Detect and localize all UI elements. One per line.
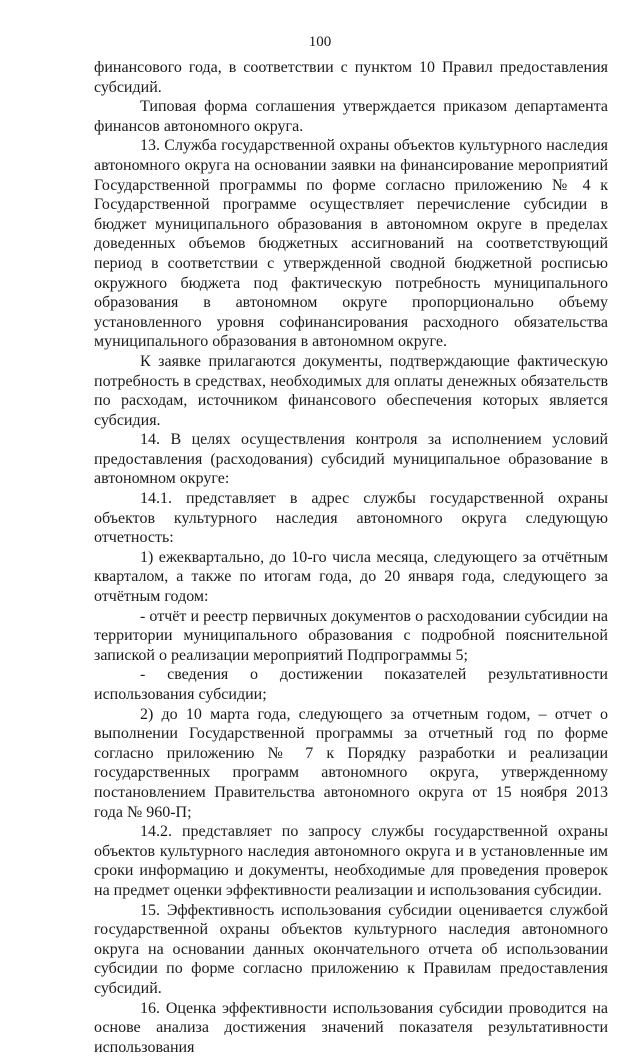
document-body: [94, 58, 608, 1057]
paragraph-14: 14. В целях осуществления контроля за исполнением условий предоставления (расходования) субсидий муниципальное образование в автономном округе:: [94, 430, 608, 489]
paragraph-16: 16. Оценка эффективности использования субсидии проводится на основе анализа достижения значений показателя результативности использования: [94, 999, 608, 1057]
paragraph-14-1: 14.1. представляет в адрес службы государственной охраны объектов культурного наследия автономного округа следующую отчетность:: [94, 489, 608, 548]
paragraph-14-1-item-2: 2) до 10 марта года, следующего за отчетным годом, – отчет о выполнении Государственной программы за отчетный год по форме согласно приложению № 7 к Порядку разработки и реализации государственных программ автономного округа, утвержденному постановлением Правительства автономного округа от 15 ноября 2013 года № 960-П;: [94, 705, 608, 823]
paragraph-application-docs: К заявке прилагаются документы, подтверждающие фактическую потребность в средствах, необходимых для оплаты денежных обязательств по расходам, источником финансового обеспечения которых является субсидия.: [94, 352, 608, 430]
page-number: 100: [0, 34, 640, 51]
paragraph-14-2: 14.2. представляет по запросу службы государственной охраны объектов культурного наследия автономного округа и в установленные им сроки информацию и документы, необходимые для проведения проверок на предмет оценки эффективности реализации и использования субсидии.: [94, 822, 608, 900]
paragraph-performance-indicators: - сведения о достижении показателей результативности использования субсидии;: [94, 665, 608, 704]
paragraph-template-agreement: Типовая форма соглашения утверждается приказом департамента финансов автономного округа.: [94, 97, 608, 136]
paragraph-15: 15. Эффективность использования субсидии оценивается службой государственной охраны объектов культурного наследия автономного округа на основании данных окончательного отчета об использовании субсидии по форме согласно приложению к Правилам предоставления субсидий.: [94, 901, 608, 999]
paragraph-continuation: финансового года, в соответствии с пунктом 10 Правил предоставления субсидий.: [94, 58, 608, 97]
paragraph-report-registry: - отчёт и реестр первичных документов о расходовании субсидии на территории муниципального образования с подробной пояснительной запиской о реализации мероприятий Подпрограммы 5;: [94, 607, 608, 666]
paragraph-14-1-item-1: 1) ежеквартально, до 10-го числа месяца, следующего за отчётным кварталом, а также по итогам года, до 20 января года, следующего за отчётным годом:: [94, 548, 608, 607]
paragraph-13: 13. Служба государственной охраны объектов культурного наследия автономного округа на основании заявки на финансирование мероприятий Государственной программы по форме согласно приложению № 4 к Государственной программе осуществляет перечисление субсидии в бюджет муниципального образования в автономном округе в пределах доведенных объемов бюджетных ассигнований на соответствующий период в соответствии с утвержденной сводной бюджетной росписью окружного бюджета под фактическую потребность муниципального образования в автономном округе пропорционально объему установленного уровня софинансирования расходного обязательства муниципального образования в автономном округе.: [94, 136, 608, 352]
